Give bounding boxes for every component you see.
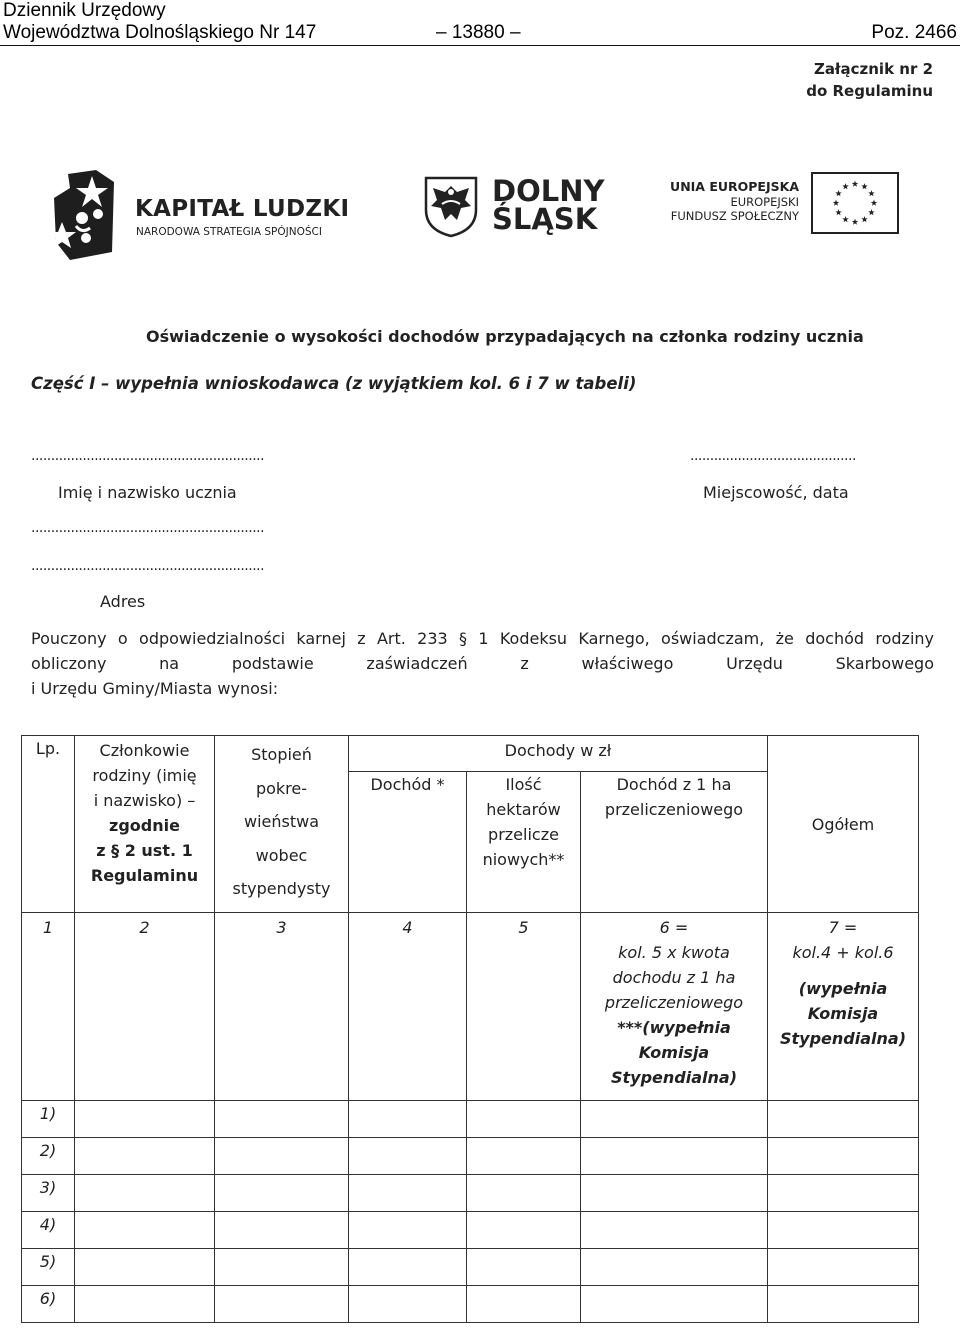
table-cell[interactable]	[581, 1249, 768, 1286]
table-cell[interactable]	[215, 1101, 349, 1138]
header-members-line: rodziny (imię	[92, 766, 197, 785]
table-cell[interactable]	[581, 1138, 768, 1175]
eu-line-1: UNIA EUROPEJSKA	[670, 179, 799, 194]
table-cell[interactable]	[768, 1212, 919, 1249]
eu-line-2: EUROPEJSKI	[730, 194, 799, 209]
table-cell[interactable]	[75, 1101, 215, 1138]
header-members-line: zgodnie	[109, 816, 180, 835]
col-num-6-line: ***(wypełnia	[617, 1018, 731, 1037]
col-num-3-label: 3	[276, 918, 287, 937]
address-field-dots-1[interactable]: ...........................................................	[31, 520, 265, 536]
header-total	[768, 736, 919, 913]
header-hectares	[467, 772, 581, 913]
table-cell[interactable]	[75, 1175, 215, 1212]
table-cell[interactable]	[215, 1175, 349, 1212]
table-cell[interactable]	[467, 1212, 581, 1249]
row-number: 4)	[22, 1212, 75, 1249]
kapital-ludzki-logo	[52, 168, 352, 260]
table-cell[interactable]	[768, 1286, 919, 1323]
page-header	[0, 0, 960, 46]
header-kinship-line: Stopień	[251, 745, 312, 764]
table-cell[interactable]	[467, 1138, 581, 1175]
table-cell[interactable]	[467, 1175, 581, 1212]
kapital-ludzki-title: KAPITAŁ LUDZKI	[135, 196, 350, 222]
table-cell[interactable]	[581, 1175, 768, 1212]
annex-label	[806, 58, 933, 102]
journal-title: Dziennik Urzędowy	[3, 0, 166, 21]
row-number: 2)	[22, 1138, 75, 1175]
table-cell[interactable]	[349, 1175, 467, 1212]
table-row	[22, 1212, 919, 1249]
row-number: 1)	[22, 1101, 75, 1138]
col-num-4-label: 4	[402, 918, 413, 937]
column-number-row	[22, 913, 919, 1101]
header-lp	[22, 736, 75, 913]
table-cell[interactable]	[768, 1249, 919, 1286]
dolny-slask-line-2: ŚLĄSK	[492, 202, 598, 236]
income-table	[21, 735, 919, 1323]
row-number: 3)	[22, 1175, 75, 1212]
journal-subtitle: Województwa Dolnośląskiego Nr 147	[3, 22, 317, 43]
col-num-6-line: Komisja	[638, 1043, 710, 1062]
col-num-5-label: 5	[518, 918, 529, 937]
table-cell[interactable]	[467, 1101, 581, 1138]
col-num-7-line: kol.4 + kol.6	[792, 943, 894, 962]
eu-flag-icon	[811, 172, 899, 234]
col-num-3	[215, 913, 349, 1101]
position-number: Poz. 2466	[871, 22, 957, 43]
eagle-crest-icon	[424, 176, 478, 238]
table-cell[interactable]	[467, 1249, 581, 1286]
header-income-per-ha	[581, 772, 768, 913]
header-kinship-line: wobec	[255, 845, 308, 865]
col-num-6-line: dochodu z 1 ha	[612, 968, 736, 987]
table-body	[22, 1101, 919, 1323]
page-number: – 13880 –	[436, 22, 521, 43]
table-cell[interactable]	[75, 1249, 215, 1286]
table-row	[22, 1101, 919, 1138]
place-date-field-dots[interactable]: ..........................................	[690, 448, 856, 464]
address-label: Adres	[100, 592, 146, 611]
table-row	[22, 1138, 919, 1175]
header-hectares-line: przelicze	[488, 825, 559, 844]
annex-line-1: Załącznik nr 2	[813, 60, 933, 78]
dolny-slask-line-1: DOLNY	[492, 174, 605, 208]
header-kinship	[215, 736, 349, 913]
eu-line-3: FUNDUSZ SPOŁECZNY	[670, 209, 799, 223]
col-num-2-label: 2	[139, 918, 150, 937]
header-lp-label: Lp.	[35, 739, 61, 758]
col-num-6-line: przeliczeniowego	[604, 993, 744, 1012]
table-cell[interactable]	[215, 1286, 349, 1323]
address-field-dots-2[interactable]: ...........................................................	[31, 558, 265, 574]
table-cell[interactable]	[75, 1212, 215, 1249]
col-num-6-line: 6 =	[659, 918, 689, 937]
table-cell[interactable]	[768, 1175, 919, 1212]
table-cell[interactable]	[768, 1101, 919, 1138]
table-cell[interactable]	[349, 1138, 467, 1175]
col-num-5	[467, 913, 581, 1101]
table-header-row	[22, 736, 919, 772]
header-members-line: i nazwisko) –	[93, 791, 196, 810]
part-title: Część I – wypełnia wnioskodawca (z wyjątkiem kol. 6 i 7 w tabeli)	[31, 374, 637, 393]
eu-logo	[670, 172, 903, 236]
col-num-7-line: 7 =	[828, 918, 858, 937]
table-row	[22, 1175, 919, 1212]
table-cell[interactable]	[215, 1138, 349, 1175]
table-cell[interactable]	[75, 1138, 215, 1175]
table-cell[interactable]	[581, 1286, 768, 1323]
header-kinship-line: pokre-	[255, 778, 308, 798]
table-cell[interactable]	[349, 1249, 467, 1286]
header-income	[349, 772, 467, 913]
header-members	[75, 736, 215, 913]
header-income-group	[349, 736, 768, 772]
name-label: Imię i nazwisko ucznia	[58, 483, 237, 502]
table-row	[22, 1249, 919, 1286]
table-cell[interactable]	[349, 1101, 467, 1138]
header-income-per-ha-line: Dochód z 1 ha	[616, 775, 732, 794]
kapital-ludzki-subtitle: NARODOWA STRATEGIA SPÓJNOŚCI	[136, 226, 322, 238]
table-cell[interactable]	[768, 1138, 919, 1175]
table-cell[interactable]	[215, 1249, 349, 1286]
table-cell[interactable]	[215, 1212, 349, 1249]
table-cell[interactable]	[349, 1212, 467, 1249]
annex-line-2: do Regulaminu	[806, 82, 933, 100]
header-income-label: Dochód *	[370, 775, 445, 794]
table-cell[interactable]	[581, 1212, 768, 1249]
kapital-ludzki-logo-icon	[52, 168, 116, 260]
statement-line-1: Pouczony o odpowiedzialności karnej z Art. 233 § 1 Kodeksu Karnego, oświadczam, że dochód rodziny	[31, 629, 934, 648]
col-num-6	[581, 913, 768, 1101]
table-cell[interactable]	[75, 1286, 215, 1323]
table-cell[interactable]	[467, 1286, 581, 1323]
name-field-dots[interactable]: ...........................................................	[31, 448, 265, 464]
col-num-7-line: Stypendialna)	[779, 1029, 906, 1048]
table-row	[22, 1286, 919, 1323]
col-num-1-label: 1	[42, 918, 54, 937]
col-num-1	[22, 913, 75, 1101]
col-num-6-line: Stypendialna)	[610, 1068, 737, 1087]
statement-line-3: i Urzędu Gminy/Miasta wynosi:	[31, 679, 279, 698]
header-total-label: Ogółem	[811, 814, 875, 834]
header-income-per-ha-line: przeliczeniowego	[604, 800, 744, 819]
row-number: 6)	[22, 1286, 75, 1323]
header-hectares-line: hektarów	[486, 800, 561, 819]
dolny-slask-logo	[424, 172, 624, 242]
header-kinship-line: stypendysty	[232, 879, 331, 898]
header-hectares-line: Ilość	[505, 775, 542, 794]
col-num-4	[349, 913, 467, 1101]
col-num-7	[768, 913, 919, 1101]
statement-line-2: obliczony na podstawie zaświadczeń z właściwego Urzędu Skarbowego	[31, 654, 934, 673]
document-title: Oświadczenie o wysokości dochodów przypadających na członka rodziny ucznia	[146, 327, 864, 346]
eu-logo-text	[670, 180, 799, 224]
header-kinship-line: wieństwa	[243, 812, 319, 831]
header-members-line: Regulaminu	[90, 866, 199, 885]
header-members-line: z § 2 ust. 1	[96, 841, 193, 860]
header-hectares-line: niowych**	[482, 850, 565, 869]
col-num-6-line: kol. 5 x kwota	[618, 943, 730, 962]
header-income-group-label: Dochody w zł	[504, 741, 612, 760]
row-number: 5)	[22, 1249, 75, 1286]
table-cell[interactable]	[581, 1101, 768, 1138]
header-members-line: Członkowie	[99, 741, 190, 760]
col-num-7-line: Komisja	[807, 1004, 879, 1023]
col-num-2	[75, 913, 215, 1101]
place-date-label: Miejscowość, data	[703, 483, 849, 502]
col-num-7-line: (wypełnia	[798, 979, 888, 998]
table-cell[interactable]	[349, 1286, 467, 1323]
